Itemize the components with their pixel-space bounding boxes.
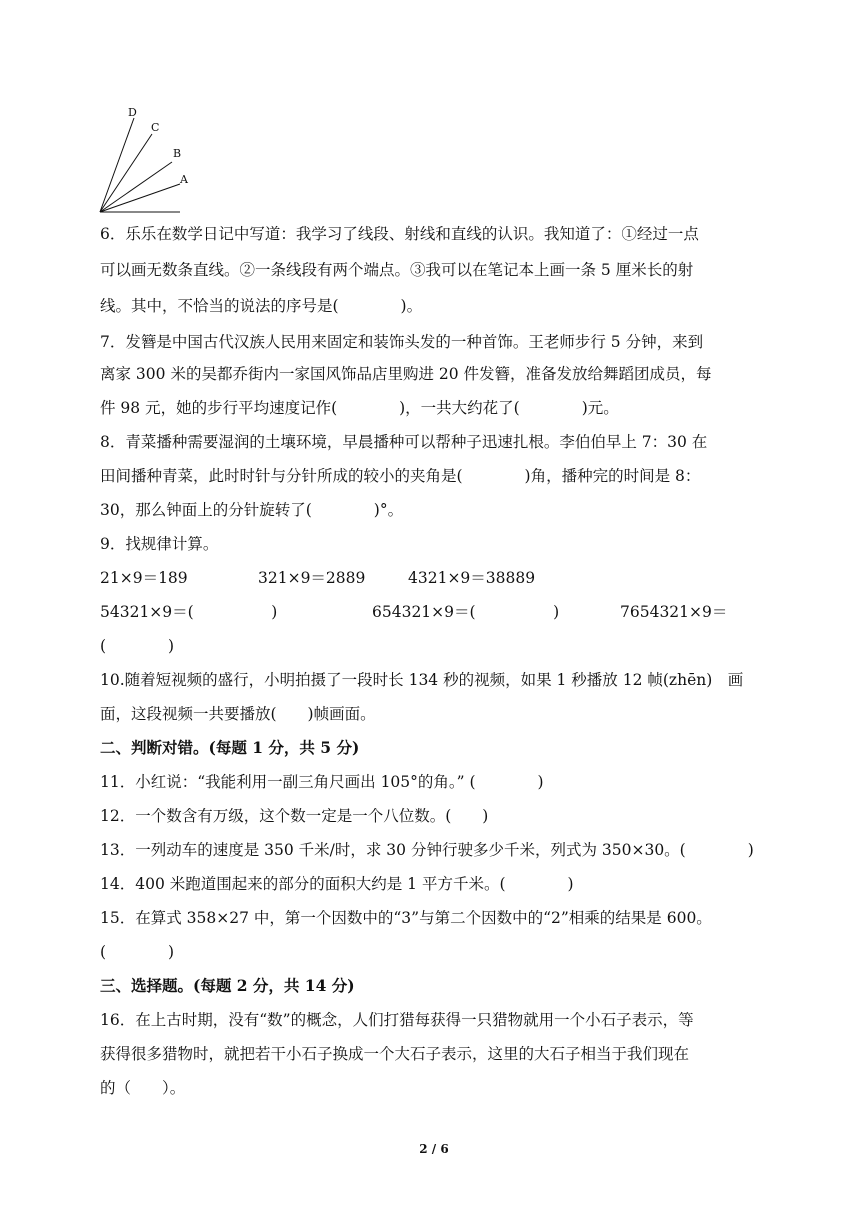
q14: 14．400 米跑道围起来的部分的面积大约是 1 平方千米。( ) — [100, 875, 574, 893]
ray-c — [100, 134, 152, 212]
pattern-1a: 21×9＝189 — [100, 569, 188, 587]
q16-line3: 的（ ）。 — [100, 1079, 186, 1097]
q6-line2: 可以画无数条直线。②一条线段有两个端点。③我可以在笔记本上画一条 5 厘米长的射 — [100, 261, 694, 279]
q10-line1: 10.随着短视频的盛行，小明拍摄了一段时长 134 秒的视频，如果 1 秒播放 12 帧(zhēn) 画 — [100, 671, 744, 689]
q7-line3: 件 98 元，她的步行平均速度记作( )，一共大约花了( )元。 — [100, 399, 619, 417]
q12: 12．一个数含有万级，这个数一定是一个八位数。( ) — [100, 807, 489, 825]
ray-a — [100, 184, 180, 212]
page-number: 2 / 6 — [419, 1142, 449, 1156]
q9-title: 9．找规律计算。 — [100, 535, 219, 553]
label-c: C — [151, 121, 160, 134]
label-a: A — [180, 173, 188, 186]
q7-line1: 7．发簪是中国古代汉族人民用来固定和装饰头发的一种首饰。王老师步行 5 分钟，来到 — [100, 333, 704, 351]
q8-line1: 8．青菜播种需要湿润的土壤环境，早晨播种可以帮种子迅速扎根。李伯伯早上 7：30 在 — [100, 433, 708, 451]
pattern-3: ( ) — [100, 637, 175, 655]
q15-line2: ( ) — [100, 943, 175, 961]
q16-line1: 16．在上古时期，没有“数”的概念，人们打猎每获得一只猎物就用一个小石子表示，等 — [100, 1011, 694, 1029]
label-d: D — [128, 106, 137, 119]
q8-line2: 田间播种青菜，此时时针与分针所成的较小的夹角是( )角，播种完的时间是 8： — [100, 467, 701, 485]
q13: 13．一列动车的速度是 350 千米/时，求 30 分钟行驶多少千米，列式为 350×30。( ) — [100, 841, 754, 859]
pattern-2b: 654321×9＝( ) — [372, 603, 560, 621]
ray-d — [100, 118, 134, 212]
section-2-heading: 二、判断对错。(每题 1 分，共 5 分) — [100, 738, 360, 757]
label-b: B — [173, 147, 182, 160]
q11: 11．小红说：“我能利用一副三角尺画出 105°的角。” ( ) — [100, 773, 544, 791]
rays-figure — [96, 100, 196, 220]
pattern-1c: 4321×9＝38889 — [408, 569, 536, 587]
pattern-2c: 7654321×9＝ — [620, 603, 728, 621]
q15-line1: 15．在算式 358×27 中，第一个因数中的“3”与第二个因数中的“2”相乘的结果是 600。 — [100, 909, 712, 927]
q8-line3: 30，那么钟面上的分针旋转了( )°。 — [100, 501, 404, 519]
q10-line2: 面，这段视频一共要播放( )帧画面。 — [100, 705, 376, 723]
pattern-1b: 321×9＝2889 — [258, 569, 366, 587]
q6-line3: 线。其中，不恰当的说法的序号是( )。 — [100, 297, 423, 315]
q6-line1: 6．乐乐在数学日记中写道：我学习了线段、射线和直线的认识。我知道了：①经过一点 — [100, 225, 699, 243]
pattern-2a: 54321×9＝( ) — [100, 603, 278, 621]
q16-line2: 获得很多猎物时，就把若干小石子换成一个大石子表示，这里的大石子相当于我们现在 — [100, 1045, 690, 1063]
ray-b — [100, 162, 172, 212]
section-3-heading: 三、选择题。(每题 2 分，共 14 分) — [100, 976, 355, 995]
q7-line2: 离家 300 米的吴都乔街内一家国风饰品店里购进 20 件发簪，准备发放给舞蹈团成员，每 — [100, 365, 712, 383]
